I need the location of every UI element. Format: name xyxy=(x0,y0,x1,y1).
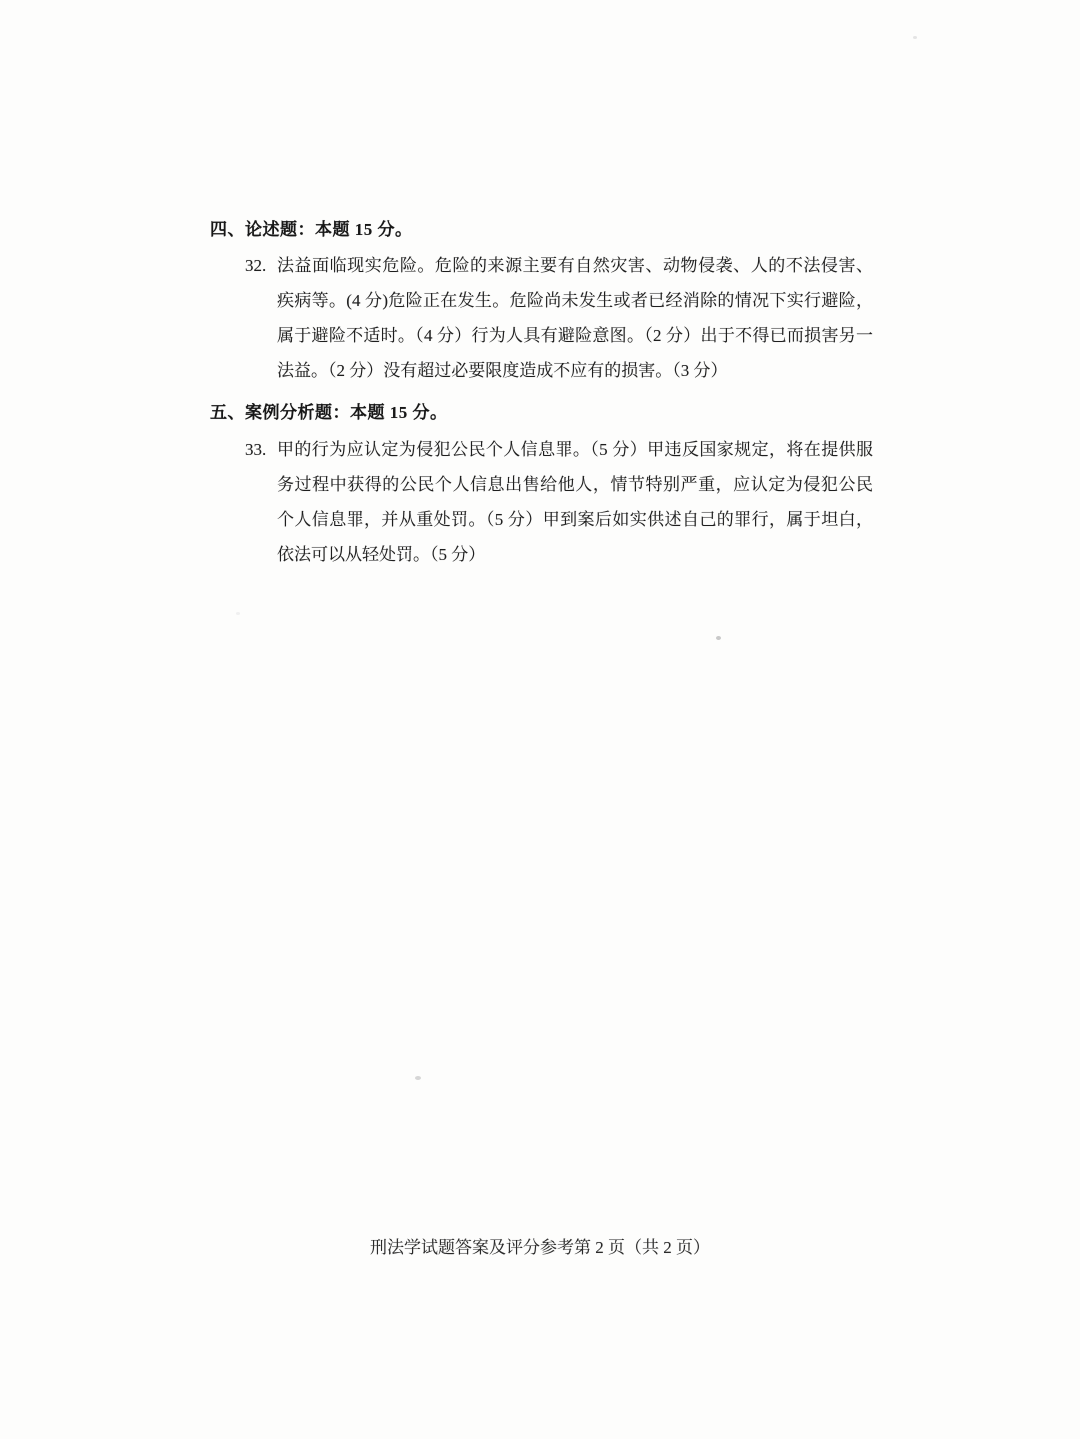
item-33-line-4: 依法可以从轻处罚。（5 分） xyxy=(277,545,486,564)
item-32-line-2: 疾病等。(4 分)危险正在发生。危险尚未发生或者已经消除的情况下实行避险， xyxy=(277,291,873,310)
scan-speck xyxy=(716,636,721,640)
item-33-line-1: 甲的行为应认定为侵犯公民个人信息罪。（5 分）甲违反国家规定，将在提供服 xyxy=(277,440,873,459)
item-32-line-1: 法益面临现实危险。危险的来源主要有自然灾害、动物侵袭、人的不法侵害、 xyxy=(277,256,873,275)
item-32-number: 32. xyxy=(245,256,267,275)
section-4-essay-heading: 四、论述题：本题 15 分。 xyxy=(210,220,413,239)
scan-speck xyxy=(236,612,240,615)
item-33-number: 33. xyxy=(245,440,267,459)
scan-speck xyxy=(415,1076,421,1080)
page-footer: 刑法学试题答案及评分参考第 2 页（共 2 页） xyxy=(370,1238,710,1257)
item-33-line-2: 务过程中获得的公民个人信息出售给他人，情节特别严重，应认定为侵犯公民 xyxy=(277,475,873,494)
section-5-case-analysis-heading: 五、案例分析题：本题 15 分。 xyxy=(210,403,448,422)
scan-speck xyxy=(913,36,917,39)
item-32-line-3: 属于避险不适时。（4 分）行为人具有避险意图。（2 分）出于不得已而损害另一 xyxy=(277,326,873,345)
item-33-line-3: 个人信息罪，并从重处罚。（5 分）甲到案后如实供述自己的罪行，属于坦白， xyxy=(277,510,873,529)
item-32-answer xyxy=(277,248,873,388)
item-32-line-4: 法益。（2 分）没有超过必要限度造成不应有的损害。（3 分） xyxy=(277,361,728,380)
item-33-answer xyxy=(277,432,873,572)
